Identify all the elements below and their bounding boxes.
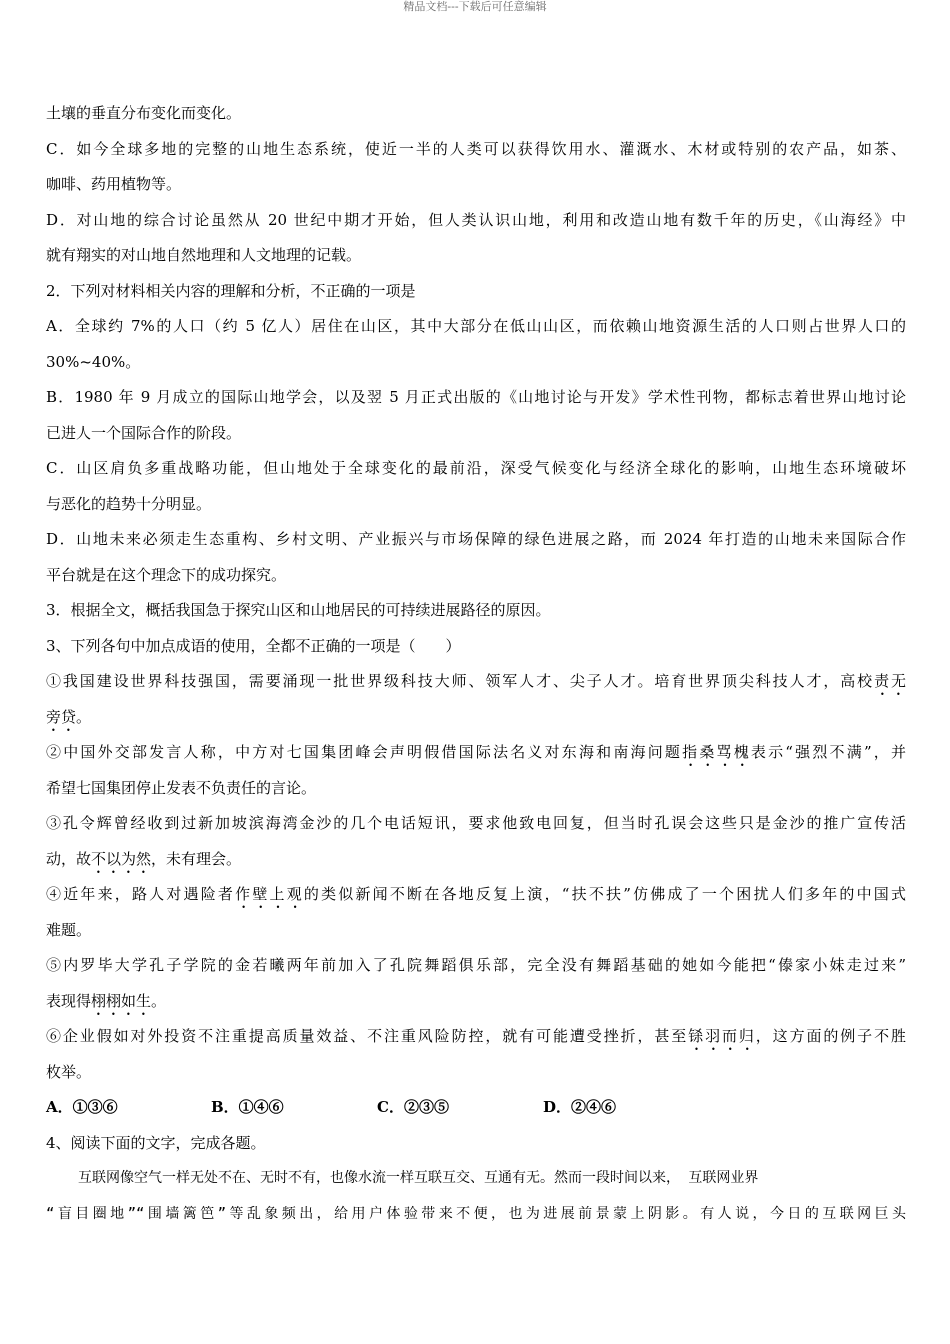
question-3-idioms: 3、下列各句中加点成语的使用，全都不正确的一项是（ ） [46,636,461,655]
dotted-idiom: 不以为然 [91,849,152,868]
text-line: A．全球约 7%的人口（约 5 亿人）居住在山区，其中大部分在低山山区，而依赖山地资源生活的人口则占世界人口的 [46,317,906,335]
dotted-idiom: 指桑骂槐 [682,743,751,761]
dotted-idiom: 作壁上观 [235,885,304,903]
sentence-2: ②中国外交部发言人称，中方对七国集团峰会声明假借国际法名义对东海和南海问题指桑骂槐表示“强烈不满”，并 [46,743,906,761]
page-header: 精品文档---下载后可任意编辑 [403,0,547,13]
text-line: 平台就是在这个理念下的成功探究。 [46,565,287,584]
option-d: D．②④⑥ [543,1098,617,1116]
text-line: C．如今全球多地的完整的山地生态系统，使近一半的人类可以获得饮用水、灌溉水、木材或特别的农产品，如茶、 [46,139,906,158]
dotted-idiom: 责无 [874,672,906,690]
document-body [46,96,906,1232]
question-3-summary: 3．根据全文，概括我国急于探究山区和山地居民的可持续进展路径的原因。 [46,601,551,619]
text-line: 就有翔实的对山地自然地理和人文地理的记载。 [46,246,362,264]
sentence-1: ①我国建设世界科技强国，需要涌现一批世界级科技大师、领军人才、尖子人才。培育世界顶尖科技人才，高校责无 [46,672,906,690]
passage-line: “盲目圈地”“围墙篱笆”等乱象频出，给用户体验带来不便，也为进展前景蒙上阴影。有人说，今日的互联网巨头 [46,1205,906,1222]
question-4: 4、阅读下面的文字，完成各题。 [46,1133,266,1152]
dotted-idiom: 铩羽而归 [688,1027,756,1045]
text-line: 与恶化的趋势十分明显。 [46,494,212,513]
sentence-3: ③孔令辉曾经收到过新加坡滨海湾金沙的几个电话短讯，要求他致电回复，但当时孔误会这些只是金沙的推广宣传活 [46,814,906,832]
sentence-3-cont: 动，故不以为然，未有理会。 [46,849,242,868]
dotted-idiom: 旁贷 [46,707,77,726]
text-line: B．1980 年 9 月成立的国际山地学会，以及翌 5 月正式出版的《山地讨论与开发》学术性刊物，都标志着世界山地讨论 [46,388,906,406]
option-c: C．②③⑤ [377,1098,449,1116]
text-line: 土壤的垂直分布变化而变化。 [46,104,242,122]
text-line: 已进人一个国际合作的阶段。 [46,423,242,442]
text-line: 30%~40%。 [46,352,141,371]
sentence-6-cont: 枚举。 [46,1062,92,1081]
sentence-2-cont: 希望七国集团停止发表不负责任的言论。 [46,778,317,797]
sentence-4: ④近年来，路人对遇险者作壁上观的类似新闻不断在各地反复上演，“扶不扶”仿佛成了一个困扰人们多年的中国式 [46,885,906,903]
text-line: 咖啡、药用植物等。 [46,175,182,193]
text-line: C．山区肩负多重战略功能，但山地处于全球变化的最前沿，深受气候变化与经济全球化的影响，山地生态环境破坏 [46,459,906,477]
option-b: B．①④⑥ [211,1098,284,1116]
sentence-1-cont: 旁贷。 [46,707,92,726]
question-2: 2．下列对材料相关内容的理解和分析，不正确的一项是 [46,281,416,300]
sentence-4-cont: 难题。 [46,920,92,939]
passage-line: 互联网像空气一样无处不在、无时不有，也像水流一样互联互交、互通有无。然而一段时间以来， 互联网业界 [78,1170,759,1186]
text-line: D．山地未来必须走生态重构、乡村文明、产业振兴与市场保障的绿色进展之路，而 2024 年打造的山地未来国际合作 [46,530,906,548]
option-a: A．①③⑥ [46,1098,118,1116]
sentence-6: ⑥企业假如对外投资不注重提高质量效益、不注重风险防控，就有可能遭受挫折，甚至铩羽而归，这方面的例子不胜 [46,1027,906,1045]
dotted-idiom: 栩栩如生 [91,991,152,1010]
text-line: D．对山地的综合讨论虽然从 20 世纪中期才开始，但人类认识山地，利用和改造山地有数千年的历史，《山海经》中 [46,210,906,229]
answer-options [46,1090,906,1126]
sentence-5: ⑤内罗毕大学孔子学院的金若曦两年前加入了孔院舞蹈俱乐部，完全没有舞蹈基础的她如今能把“傣家小妹走过来” [46,956,906,974]
sentence-5-cont: 表现得栩栩如生。 [46,991,167,1010]
